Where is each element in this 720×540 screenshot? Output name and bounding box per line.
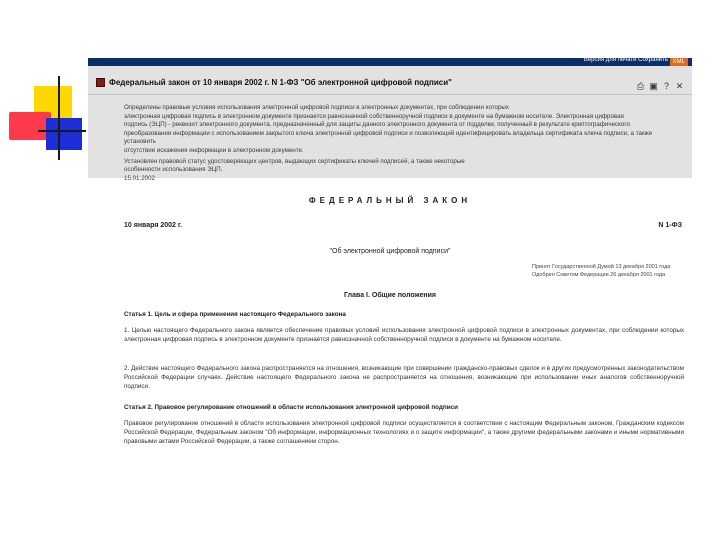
law-heading: ФЕДЕРАЛЬНЫЙ ЗАКОН: [308, 196, 472, 205]
decorative-vertical-line: [58, 76, 60, 160]
document-title[interactable]: Федеральный закон от 10 января 2002 г. N 1-ФЗ "Об электронной цифровой подписи": [109, 78, 452, 87]
article-1-title: Статья 1. Цель и сфера применения настоящего Федерального закона: [124, 311, 346, 318]
close-icon[interactable]: ✕: [675, 81, 684, 91]
annotation-line: особенности использования ЭЦП.: [124, 166, 223, 174]
annotation-date: 15.01.2002: [124, 174, 155, 182]
document-screenshot: [88, 58, 692, 462]
annotation-line: Установлен правовой статус удостоверяющих центров, выдающих сертификаты ключей подписей, а также некоторые: [124, 157, 465, 165]
adoption-line: Принят Государственной Думой 13 декабря 2001 года: [532, 264, 671, 270]
annotation-line: отсутствие искажения информации в электронном документе.: [124, 146, 304, 154]
document-header: [88, 66, 692, 182]
xml-button[interactable]: XML: [670, 58, 688, 66]
law-name: "Об электронной цифровой подписи": [329, 248, 451, 255]
law-number: N 1-ФЗ: [658, 222, 682, 229]
law-date-row: [124, 222, 682, 229]
print-icon[interactable]: ⎙: [636, 81, 645, 91]
decorative-horizontal-line: [38, 130, 86, 132]
help-icon[interactable]: ?: [663, 81, 669, 91]
law-adoption: [532, 264, 682, 279]
document-title-row: [96, 78, 452, 87]
chapter-title: Глава I. Общие положения: [344, 292, 436, 299]
save-icon[interactable]: ▣: [649, 81, 658, 91]
article-2-title: Статья 2. Правовое регулирование отношений в области использования электронной цифровой подписи: [124, 404, 458, 411]
topbar-links[interactable]: Версия для печати Сохранить: [583, 58, 668, 63]
annotation-line: Определены правовые условия использования электронной цифровой подписи в электронных документах, при соблюдении которых: [124, 104, 509, 111]
decorative-red-rectangle: [9, 112, 51, 140]
document-annotation: [124, 104, 680, 183]
article-1-paragraph-1: 1. Целью настоящего Федерального закона является обеспечение правовых условий использования электронной цифровой подписи в электронных документах, при соблюдении которых электронная цифровая подпись в электронном документе признается равнозначной собственноручной подписи в документе на бумажном носителе.: [124, 327, 684, 343]
toolbar-icons: [636, 82, 684, 91]
article-1-paragraph-2: 2. Действие настоящего Федерального закона распространяется на отношения, возникающие при совершении гражданско-правовых сделок и в других предусмотренных законодательством Российской Федерации случаях. Действие настоящего Федерального закона не распространяется на отношения, возникающие при использовании иных аналогов собственноручной подписи.: [124, 365, 684, 390]
annotation-line: подпись (ЭЦП) - реквизит электронного документа, предназначенный для защиты данного электронного документа от подделки, полученный в результате криптографического: [124, 121, 630, 129]
article-2-paragraph-1: Правовое регулирование отношений в области использования электронной цифровой подписи осуществляется в соответствии с настоящим Федеральным законом, Гражданским кодексом Российской Федерации, Федеральным законом "Об информации, информационных технологиях и о защите информации", а также другими федеральными законами и иными нормативными правовыми актами Российской Федерации, а также соглашением сторон.: [124, 420, 684, 445]
annotation-line: преобразования информации с использованием закрытого ключа электронной цифровой подписи и позволяющий идентифицировать владельца сертификата ключа подписи, а также установить: [124, 129, 653, 146]
top-navigation-bar: [88, 58, 692, 66]
document-icon: [96, 78, 105, 87]
annotation-line: электронная цифровая подпись в электронном документе признается равнозначной собственноручной подписи в документе на бумажном носителе. Электронная цифровая: [124, 112, 624, 120]
law-date: 10 января 2002 г.: [124, 222, 183, 229]
decorative-blue-square: [46, 118, 82, 150]
header-divider: [88, 94, 692, 95]
adoption-line: Одобрен Советом Федерации 26 декабря 2001 года: [532, 271, 666, 278]
